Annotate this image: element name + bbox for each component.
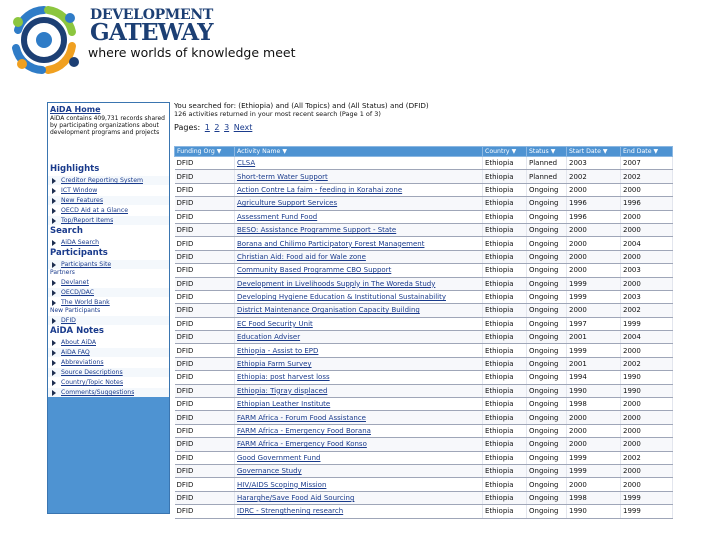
sidebar-item-new-features[interactable] xyxy=(48,195,169,205)
table-row xyxy=(175,250,673,263)
cell-end-date: 2000 xyxy=(621,398,673,411)
arrow-right-icon xyxy=(52,370,56,376)
cell-activity-name[interactable]: IDRC - Strengthening research xyxy=(235,505,483,518)
cell-activity-name[interactable]: Ethiopia Farm Survey xyxy=(235,357,483,370)
table-row xyxy=(175,237,673,250)
column-header-end-date[interactable] xyxy=(621,147,673,157)
cell-activity-name[interactable]: Hararghe/Save Food Aid Sourcing xyxy=(235,491,483,504)
cell-funding-org: DFID xyxy=(175,183,235,196)
cell-end-date: 2000 xyxy=(621,277,673,290)
cell-status: Ongoing xyxy=(527,371,567,384)
logo-title-gateway: GATEWAY xyxy=(90,19,213,46)
cell-activity-name[interactable]: FARM Africa - Forum Food Assistance xyxy=(235,411,483,424)
cell-status: Planned xyxy=(527,170,567,183)
column-header-label: Status xyxy=(529,148,549,155)
sidebar-item-label: OECD Aid at a Glance xyxy=(61,207,129,214)
table-row xyxy=(175,491,673,504)
cell-funding-org: DFID xyxy=(175,317,235,330)
arrow-right-icon xyxy=(52,300,56,306)
pages-label: Pages: xyxy=(174,123,201,132)
table-row xyxy=(175,223,673,236)
cell-end-date: 2004 xyxy=(621,331,673,344)
cell-country: Ethiopia xyxy=(483,438,527,451)
column-header-start-date[interactable] xyxy=(567,147,621,157)
cell-activity-name[interactable]: Assessment Fund Food xyxy=(235,210,483,223)
cell-end-date: 2000 xyxy=(621,344,673,357)
arrow-right-icon xyxy=(52,208,56,214)
sidebar-item-label: Creditor Reporting System xyxy=(61,177,144,184)
sidebar-intro xyxy=(48,103,169,163)
cell-status: Ongoing xyxy=(527,264,567,277)
cell-activity-name[interactable]: Borana and Chilimo Participatory Forest Management xyxy=(235,237,483,250)
results-table-body xyxy=(175,157,673,519)
cell-start-date: 2000 xyxy=(567,237,621,250)
cell-start-date: 2000 xyxy=(567,250,621,263)
cell-country: Ethiopia xyxy=(483,357,527,370)
cell-activity-name[interactable]: Ethiopian Leather Institute xyxy=(235,398,483,411)
table-row xyxy=(175,157,673,170)
cell-country: Ethiopia xyxy=(483,170,527,183)
cell-activity-name[interactable]: Ethiopia - Assist to EPD xyxy=(235,344,483,357)
sidebar-subheading-new-participants: New Participants xyxy=(48,307,169,315)
cell-funding-org: DFID xyxy=(175,344,235,357)
cell-activity-name[interactable]: Ethiopia: Tigray displaced xyxy=(235,384,483,397)
cell-end-date: 2000 xyxy=(621,411,673,424)
cell-country: Ethiopia xyxy=(483,237,527,250)
cell-funding-org: DFID xyxy=(175,491,235,504)
arrow-right-icon xyxy=(52,188,56,194)
cell-start-date: 2000 xyxy=(567,424,621,437)
cell-country: Ethiopia xyxy=(483,277,527,290)
table-row xyxy=(175,424,673,437)
column-header-status[interactable] xyxy=(527,147,567,157)
cell-country: Ethiopia xyxy=(483,384,527,397)
cell-end-date: 2002 xyxy=(621,170,673,183)
cell-status: Ongoing xyxy=(527,398,567,411)
cell-end-date: 1999 xyxy=(621,491,673,504)
table-row xyxy=(175,411,673,424)
sort-down-icon: ▼ xyxy=(282,148,287,155)
cell-status: Ongoing xyxy=(527,277,567,290)
cell-start-date: 2000 xyxy=(567,183,621,196)
table-row xyxy=(175,464,673,477)
cell-status: Ongoing xyxy=(527,478,567,491)
arrow-right-icon xyxy=(52,178,56,184)
cell-activity-name[interactable]: Agriculture Support Services xyxy=(235,197,483,210)
cell-end-date: 2000 xyxy=(621,478,673,491)
cell-funding-org: DFID xyxy=(175,223,235,236)
cell-start-date: 2000 xyxy=(567,478,621,491)
cell-country: Ethiopia xyxy=(483,304,527,317)
arrow-right-icon xyxy=(52,390,56,396)
cell-country: Ethiopia xyxy=(483,505,527,518)
cell-country: Ethiopia xyxy=(483,197,527,210)
cell-country: Ethiopia xyxy=(483,223,527,236)
cell-activity-name[interactable]: CLSA xyxy=(235,157,483,170)
table-row xyxy=(175,264,673,277)
cell-funding-org: DFID xyxy=(175,290,235,303)
cell-start-date: 1997 xyxy=(567,317,621,330)
cell-status: Planned xyxy=(527,157,567,170)
cell-end-date: 2002 xyxy=(621,451,673,464)
table-row xyxy=(175,398,673,411)
cell-activity-name[interactable]: Good Government Fund xyxy=(235,451,483,464)
search-results-panel xyxy=(174,101,674,136)
arrow-right-icon xyxy=(52,318,56,324)
cell-start-date: 1998 xyxy=(567,398,621,411)
sidebar-item-top-report[interactable] xyxy=(48,215,169,225)
cell-country: Ethiopia xyxy=(483,157,527,170)
cell-status: Ongoing xyxy=(527,464,567,477)
cell-start-date: 2000 xyxy=(567,304,621,317)
table-row xyxy=(175,357,673,370)
cell-end-date: 1990 xyxy=(621,371,673,384)
cell-end-date: 1990 xyxy=(621,384,673,397)
sidebar-heading-participants: Participants xyxy=(48,247,169,259)
cell-end-date: 2000 xyxy=(621,250,673,263)
cell-country: Ethiopia xyxy=(483,250,527,263)
cell-country: Ethiopia xyxy=(483,411,527,424)
cell-activity-name[interactable]: District Maintenance Organisation Capacity Building xyxy=(235,304,483,317)
sidebar-item-aida-faq[interactable] xyxy=(48,347,169,357)
sidebar-item-label: Devlanet xyxy=(61,279,89,286)
cell-status: Ongoing xyxy=(527,438,567,451)
arrow-right-icon xyxy=(52,198,56,204)
sort-down-icon: ▼ xyxy=(653,148,659,155)
cell-funding-org: DFID xyxy=(175,464,235,477)
sidebar-item-participants-site[interactable] xyxy=(48,259,169,269)
cell-country: Ethiopia xyxy=(483,317,527,330)
cell-status: Ongoing xyxy=(527,424,567,437)
cell-end-date: 2002 xyxy=(621,357,673,370)
cell-status: Ongoing xyxy=(527,411,567,424)
sidebar-item-oecd-aid-glance[interactable] xyxy=(48,205,169,215)
cell-start-date: 2000 xyxy=(567,264,621,277)
development-gateway-logo[interactable] xyxy=(4,0,296,80)
cell-country: Ethiopia xyxy=(483,331,527,344)
aida-description: AiDA contains 409,731 records shared by participating organizations about development programs and projects xyxy=(50,115,165,136)
sidebar-item-label: Source Descriptions xyxy=(61,369,123,376)
cell-activity-name[interactable]: Action Contre La faim - feeding in Korahai zone xyxy=(235,183,483,196)
sidebar-item-label: Participants Site xyxy=(61,261,112,268)
sidebar-item-label: DFID xyxy=(61,317,76,324)
cell-activity-name[interactable]: Development in Livelihoods Supply in The Woreda Study xyxy=(235,277,483,290)
cell-status: Ongoing xyxy=(527,223,567,236)
cell-country: Ethiopia xyxy=(483,183,527,196)
cell-status: Ongoing xyxy=(527,317,567,330)
table-row xyxy=(175,344,673,357)
sidebar-item-label: AiDA Search xyxy=(61,239,100,246)
table-row xyxy=(175,170,673,183)
cell-end-date: 2000 xyxy=(621,438,673,451)
sort-down-icon: ▼ xyxy=(216,148,222,155)
cell-start-date: 2000 xyxy=(567,438,621,451)
cell-start-date: 2003 xyxy=(567,157,621,170)
cell-country: Ethiopia xyxy=(483,344,527,357)
arrow-right-icon xyxy=(52,240,56,246)
cell-status: Ongoing xyxy=(527,331,567,344)
sidebar-subheading-partners: Partners xyxy=(48,269,169,277)
cell-country: Ethiopia xyxy=(483,264,527,277)
column-header-label: End Date xyxy=(623,148,652,155)
arrow-right-icon xyxy=(52,280,56,286)
aida-home-link[interactable]: AiDA Home xyxy=(50,105,101,114)
cell-funding-org: DFID xyxy=(175,438,235,451)
gateway-swirl-logo-icon xyxy=(4,0,86,80)
cell-funding-org: DFID xyxy=(175,478,235,491)
sidebar-heading-aida-notes: AiDA Notes xyxy=(48,325,169,337)
table-row xyxy=(175,331,673,344)
cell-funding-org: DFID xyxy=(175,384,235,397)
sort-down-icon: ▼ xyxy=(550,148,556,155)
cell-status: Ongoing xyxy=(527,250,567,263)
sort-down-icon: ▼ xyxy=(602,148,608,155)
page-link-1[interactable]: 1 xyxy=(204,123,210,132)
cell-activity-name[interactable]: Christian Aid: Food aid for Wale zone xyxy=(235,250,483,263)
sidebar-item-label: AiDA FAQ xyxy=(61,349,90,356)
cell-activity-name[interactable]: Governance Study xyxy=(235,464,483,477)
column-header-label: Country xyxy=(485,148,510,155)
cell-country: Ethiopia xyxy=(483,371,527,384)
arrow-right-icon xyxy=(52,290,56,296)
results-table xyxy=(174,146,673,519)
cell-start-date: 1994 xyxy=(567,371,621,384)
cell-end-date: 2004 xyxy=(621,237,673,250)
cell-status: Ongoing xyxy=(527,384,567,397)
cell-funding-org: DFID xyxy=(175,197,235,210)
sidebar-item-label: Abbreviations xyxy=(61,359,104,366)
table-row xyxy=(175,451,673,464)
sidebar-item-label: ICT Window xyxy=(61,187,98,194)
sidebar-item-label: Country/Topic Notes xyxy=(61,379,124,386)
cell-end-date: 2003 xyxy=(621,290,673,303)
cell-end-date: 2000 xyxy=(621,464,673,477)
cell-start-date: 1999 xyxy=(567,464,621,477)
cell-activity-name[interactable]: Short-term Water Support xyxy=(235,170,483,183)
column-header-activity-name[interactable] xyxy=(235,147,483,157)
cell-end-date: 2007 xyxy=(621,157,673,170)
cell-country: Ethiopia xyxy=(483,464,527,477)
cell-end-date: 2000 xyxy=(621,210,673,223)
result-count: 126 activities returned in your most recent search (Page 1 of 3) xyxy=(174,110,381,118)
table-row xyxy=(175,210,673,223)
sidebar-item-label: Top/Report Items xyxy=(61,217,114,224)
sidebar-heading-highlights: Highlights xyxy=(48,163,169,175)
table-row xyxy=(175,197,673,210)
cell-activity-name[interactable]: Developing Hygiene Education & Institutional Sustainability xyxy=(235,290,483,303)
cell-country: Ethiopia xyxy=(483,478,527,491)
cell-start-date: 1998 xyxy=(567,491,621,504)
sidebar-item-oecd-dac[interactable] xyxy=(48,287,169,297)
sidebar-item-ict-window[interactable] xyxy=(48,185,169,195)
cell-country: Ethiopia xyxy=(483,451,527,464)
arrow-right-icon xyxy=(52,360,56,366)
cell-start-date: 1999 xyxy=(567,277,621,290)
sidebar-item-creditor-reporting[interactable] xyxy=(48,175,169,185)
cell-status: Ongoing xyxy=(527,237,567,250)
sidebar-heading-search: Search xyxy=(48,225,169,237)
cell-funding-org: DFID xyxy=(175,250,235,263)
sidebar-item-label: Comments/Suggestions xyxy=(61,389,135,396)
sidebar-item-world-bank[interactable] xyxy=(48,297,169,307)
table-row xyxy=(175,277,673,290)
cell-status: Ongoing xyxy=(527,304,567,317)
cell-start-date: 2001 xyxy=(567,331,621,344)
cell-funding-org: DFID xyxy=(175,277,235,290)
table-row xyxy=(175,304,673,317)
table-row xyxy=(175,183,673,196)
arrow-right-icon xyxy=(52,380,56,386)
table-row xyxy=(175,290,673,303)
cell-funding-org: DFID xyxy=(175,398,235,411)
cell-country: Ethiopia xyxy=(483,398,527,411)
cell-activity-name[interactable]: Community Based Programme CBO Support xyxy=(235,264,483,277)
cell-start-date: 2000 xyxy=(567,223,621,236)
cell-start-date: 1990 xyxy=(567,505,621,518)
page-link-3[interactable]: 3 xyxy=(224,123,230,132)
cell-start-date: 1999 xyxy=(567,344,621,357)
sidebar-item-abbreviations[interactable] xyxy=(48,357,169,367)
sidebar-item-devlanet[interactable] xyxy=(48,277,169,287)
cell-end-date: 1996 xyxy=(621,197,673,210)
cell-status: Ongoing xyxy=(527,505,567,518)
pagination xyxy=(174,122,674,133)
cell-funding-org: DFID xyxy=(175,264,235,277)
arrow-right-icon xyxy=(52,262,56,268)
cell-status: Ongoing xyxy=(527,210,567,223)
cell-status: Ongoing xyxy=(527,197,567,210)
cell-activity-name[interactable]: FARM Africa - Emergency Food Konso xyxy=(235,438,483,451)
column-header-country[interactable] xyxy=(483,147,527,157)
cell-funding-org: DFID xyxy=(175,451,235,464)
cell-activity-name[interactable]: HIV/AIDS Scoping Mission xyxy=(235,478,483,491)
search-summary: You searched for: (Ethiopia) and (All Topics) and (All Status) and (DFID) xyxy=(174,101,429,110)
cell-start-date: 1996 xyxy=(567,210,621,223)
next-page-link[interactable]: Next xyxy=(233,123,253,132)
logo-tagline: where worlds of knowledge meet xyxy=(88,45,296,60)
cell-start-date: 1999 xyxy=(567,290,621,303)
sidebar xyxy=(47,102,170,514)
cell-funding-org: DFID xyxy=(175,371,235,384)
cell-country: Ethiopia xyxy=(483,424,527,437)
table-row xyxy=(175,317,673,330)
cell-funding-org: DFID xyxy=(175,237,235,250)
cell-start-date: 1996 xyxy=(567,197,621,210)
cell-status: Ongoing xyxy=(527,290,567,303)
sidebar-item-label: About AiDA xyxy=(61,339,97,346)
logo-title-development: DEVELOPMENT xyxy=(90,7,213,23)
cell-start-date: 1999 xyxy=(567,451,621,464)
table-row xyxy=(175,478,673,491)
cell-funding-org: DFID xyxy=(175,304,235,317)
cell-start-date: 1990 xyxy=(567,384,621,397)
cell-end-date: 1999 xyxy=(621,317,673,330)
sidebar-item-aida-search[interactable] xyxy=(48,237,169,247)
cell-funding-org: DFID xyxy=(175,157,235,170)
cell-status: Ongoing xyxy=(527,183,567,196)
column-header-funding-org[interactable] xyxy=(175,147,235,157)
table-row xyxy=(175,384,673,397)
sidebar-item-about-aida[interactable] xyxy=(48,337,169,347)
cell-activity-name[interactable]: EC Food Security Unit xyxy=(235,317,483,330)
cell-funding-org: DFID xyxy=(175,357,235,370)
cell-funding-org: DFID xyxy=(175,424,235,437)
column-header-label: Activity Name xyxy=(237,148,281,155)
cell-funding-org: DFID xyxy=(175,505,235,518)
table-row xyxy=(175,438,673,451)
column-header-label: Start Date xyxy=(569,148,601,155)
sort-down-icon: ▼ xyxy=(511,148,517,155)
cell-status: Ongoing xyxy=(527,357,567,370)
cell-activity-name[interactable]: Ethiopia: post harvest loss xyxy=(235,371,483,384)
cell-end-date: 2003 xyxy=(621,264,673,277)
sidebar-item-label: OECD/DAC xyxy=(61,289,95,296)
cell-activity-name[interactable]: Education Adviser xyxy=(235,331,483,344)
cell-country: Ethiopia xyxy=(483,210,527,223)
sidebar-item-dfid[interactable] xyxy=(48,315,169,325)
sidebar-item-label: New Features xyxy=(61,197,104,204)
table-row xyxy=(175,371,673,384)
cell-activity-name[interactable]: BESO: Assistance Programme Support - State xyxy=(235,223,483,236)
arrow-right-icon xyxy=(52,350,56,356)
cell-end-date: 2000 xyxy=(621,183,673,196)
cell-funding-org: DFID xyxy=(175,331,235,344)
cell-status: Ongoing xyxy=(527,451,567,464)
cell-end-date: 2000 xyxy=(621,424,673,437)
cell-country: Ethiopia xyxy=(483,491,527,504)
sidebar-item-country-topic-notes[interactable] xyxy=(48,377,169,387)
cell-funding-org: DFID xyxy=(175,411,235,424)
table-row xyxy=(175,505,673,518)
arrow-right-icon xyxy=(52,340,56,346)
cell-funding-org: DFID xyxy=(175,210,235,223)
cell-start-date: 2001 xyxy=(567,357,621,370)
sidebar-item-source-descriptions[interactable] xyxy=(48,367,169,377)
page-link-2[interactable]: 2 xyxy=(214,123,220,132)
sidebar-item-comments[interactable] xyxy=(48,387,169,397)
cell-funding-org: DFID xyxy=(175,170,235,183)
cell-activity-name[interactable]: FARM Africa - Emergency Food Borana xyxy=(235,424,483,437)
cell-start-date: 2000 xyxy=(567,411,621,424)
cell-start-date: 2002 xyxy=(567,170,621,183)
column-header-label: Funding Org xyxy=(177,148,215,155)
cell-country: Ethiopia xyxy=(483,290,527,303)
table-header-row xyxy=(175,147,673,157)
cell-end-date: 2002 xyxy=(621,304,673,317)
cell-status: Ongoing xyxy=(527,491,567,504)
cell-end-date: 1999 xyxy=(621,505,673,518)
sidebar-item-label: The World Bank xyxy=(61,299,110,306)
arrow-right-icon xyxy=(52,218,56,224)
cell-end-date: 2000 xyxy=(621,223,673,236)
cell-status: Ongoing xyxy=(527,344,567,357)
